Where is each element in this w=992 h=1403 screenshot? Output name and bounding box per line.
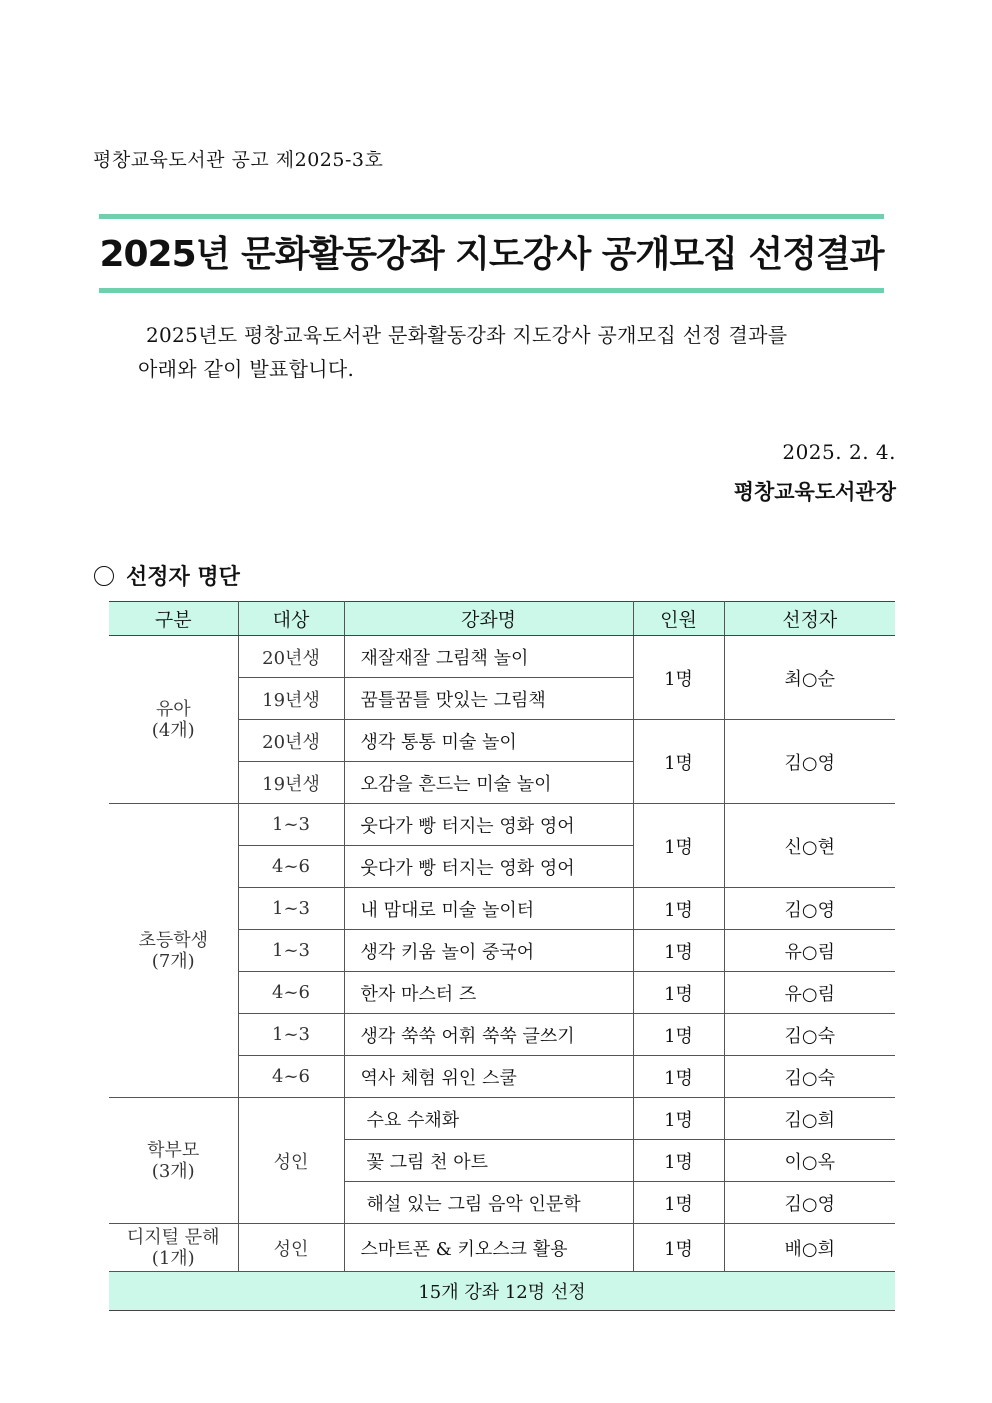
course-cell: 역사 체험 위인 스쿨 <box>344 1056 633 1098</box>
group-cell-elementary: 초등학생 (7개) <box>109 804 238 1098</box>
course-cell: 한자 마스터 즈 <box>344 972 633 1014</box>
course-cell: 웃다가 빵 터지는 영화 영어 <box>344 804 633 846</box>
course-cell: 해설 있는 그림 음악 인문학 <box>344 1182 633 1224</box>
target-cell: 19년생 <box>238 678 344 720</box>
total-row <box>109 1272 895 1311</box>
target-cell: 19년생 <box>238 762 344 804</box>
selected-cell: 김○영 <box>724 1182 895 1224</box>
count-cell: 1명 <box>633 1098 724 1140</box>
section-heading <box>94 560 240 591</box>
selected-cell: 이○옥 <box>724 1140 895 1182</box>
document-title: 2025년 문화활동강좌 지도강사 공개모집 선정결과 <box>99 234 884 275</box>
course-cell: 생각 쑥쑥 어휘 쑥쑥 글쓰기 <box>344 1014 633 1056</box>
header-category: 구분 <box>109 602 238 636</box>
title-bottom-rule <box>99 288 884 293</box>
selected-cell: 배○희 <box>724 1224 895 1272</box>
count-cell: 1명 <box>633 720 724 804</box>
course-cell: 생각 키움 놀이 중국어 <box>344 930 633 972</box>
selected-cell: 김○희 <box>724 1098 895 1140</box>
section-title: 선정자 명단 <box>126 564 240 590</box>
header-course: 강좌명 <box>344 602 633 636</box>
course-cell: 꿈틀꿈틀 맛있는 그림책 <box>344 678 633 720</box>
issuer-name: 평창교육도서관장 <box>733 479 896 504</box>
target-cell: 1~3 <box>238 888 344 930</box>
notice-number: 평창교육도서관 공고 제2025-3호 <box>93 149 384 171</box>
target-cell: 성인 <box>238 1224 344 1272</box>
target-cell: 1~3 <box>238 930 344 972</box>
count-cell: 1명 <box>633 972 724 1014</box>
course-cell: 웃다가 빵 터지는 영화 영어 <box>344 846 633 888</box>
target-cell: 20년생 <box>238 636 344 678</box>
target-cell: 1~3 <box>238 1014 344 1056</box>
intro-line-2: 아래와 같이 발표합니다. <box>138 357 355 381</box>
selected-cell: 김○영 <box>724 720 895 804</box>
count-cell: 1명 <box>633 1224 724 1272</box>
header-target: 대상 <box>238 602 344 636</box>
count-cell: 1명 <box>633 804 724 888</box>
header-count: 인원 <box>633 602 724 636</box>
target-cell: 4~6 <box>238 1056 344 1098</box>
announcement-date: 2025. 2. 4. <box>782 440 896 464</box>
target-cell: 4~6 <box>238 846 344 888</box>
intro-line-1: 2025년도 평창교육도서관 문화활동강좌 지도강사 공개모집 선정 결과를 <box>146 323 788 347</box>
course-cell: 수요 수채화 <box>344 1098 633 1140</box>
count-cell: 1명 <box>633 1182 724 1224</box>
selected-cell: 김○영 <box>724 888 895 930</box>
header-selected: 선정자 <box>724 602 895 636</box>
table-row <box>109 636 895 678</box>
selected-cell: 김○숙 <box>724 1056 895 1098</box>
table-row <box>109 804 895 846</box>
group-cell-parent: 학부모 (3개) <box>109 1098 238 1224</box>
course-cell: 내 맘대로 미술 놀이터 <box>344 888 633 930</box>
count-cell: 1명 <box>633 930 724 972</box>
intro-paragraph <box>138 318 878 386</box>
count-cell: 1명 <box>633 636 724 720</box>
count-cell: 1명 <box>633 1014 724 1056</box>
selected-cell: 신○현 <box>724 804 895 888</box>
target-cell: 20년생 <box>238 720 344 762</box>
selected-cell: 최○순 <box>724 636 895 720</box>
count-cell: 1명 <box>633 888 724 930</box>
selected-cell: 유○림 <box>724 972 895 1014</box>
course-cell: 꽃 그림 천 아트 <box>344 1140 633 1182</box>
target-cell: 4~6 <box>238 972 344 1014</box>
course-cell: 생각 통통 미술 놀이 <box>344 720 633 762</box>
target-cell: 성인 <box>238 1098 344 1224</box>
selection-table <box>109 601 895 1311</box>
course-cell: 오감을 흔드는 미술 놀이 <box>344 762 633 804</box>
circle-bullet-icon <box>94 566 114 586</box>
selected-cell: 유○림 <box>724 930 895 972</box>
total-summary: 15개 강좌 12명 선정 <box>109 1272 895 1311</box>
table-row <box>109 1098 895 1140</box>
table-header-row <box>109 602 895 636</box>
title-top-rule <box>99 214 884 219</box>
course-cell: 재잘재잘 그림책 놀이 <box>344 636 633 678</box>
table-row <box>109 1224 895 1272</box>
group-cell-digital: 디지털 문해 (1개) <box>109 1224 238 1272</box>
target-cell: 1~3 <box>238 804 344 846</box>
course-cell: 스마트폰 & 키오스크 활용 <box>344 1224 633 1272</box>
count-cell: 1명 <box>633 1140 724 1182</box>
group-cell-infant: 유아 (4개) <box>109 636 238 804</box>
count-cell: 1명 <box>633 1056 724 1098</box>
selected-cell: 김○숙 <box>724 1014 895 1056</box>
